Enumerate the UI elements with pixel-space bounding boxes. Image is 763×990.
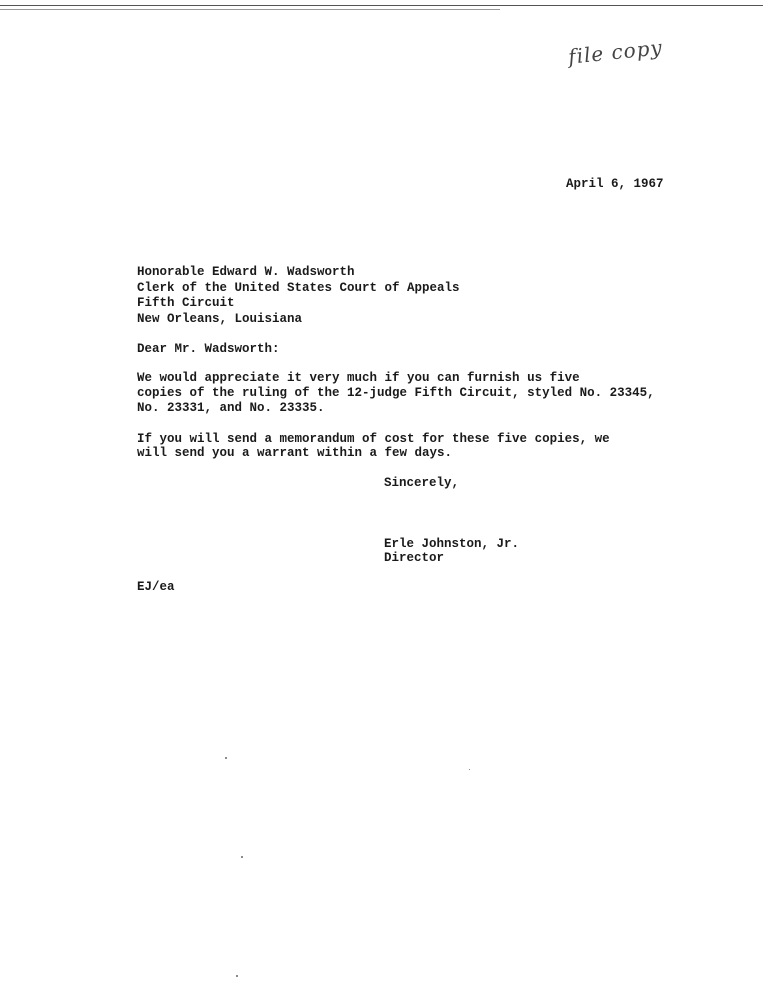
- recipient-line-4: New Orleans, Louisiana: [137, 312, 303, 326]
- paper-speck: [236, 975, 238, 977]
- letter-date: April 6, 1967: [566, 177, 664, 191]
- recipient-line-2: Clerk of the United States Court of Appeals: [137, 281, 460, 295]
- recipient-line-1: Honorable Edward W. Wadsworth: [137, 265, 355, 279]
- paper-speck: [241, 856, 243, 858]
- paragraph-2-line-1: If you will send a memorandum of cost for these five copies, we: [137, 432, 610, 446]
- salutation: Dear Mr. Wadsworth:: [137, 342, 280, 356]
- top-rule-secondary: [0, 9, 500, 10]
- top-rule: [0, 5, 763, 6]
- paragraph-1-line-2: copies of the ruling of the 12-judge Fifth Circuit, styled No. 23345,: [137, 386, 655, 400]
- paper-speck: [469, 769, 470, 770]
- typist-initials: EJ/ea: [137, 580, 175, 594]
- paragraph-1-line-3: No. 23331, and No. 23335.: [137, 401, 325, 415]
- paragraph-2-line-2: will send you a warrant within a few days.: [137, 446, 453, 460]
- paragraph-1-line-1: We would appreciate it very much if you can furnish us five: [137, 371, 580, 385]
- signer-name: Erle Johnston, Jr.: [384, 537, 520, 551]
- paper-speck: [225, 757, 227, 759]
- signer-title: Director: [384, 551, 445, 565]
- handwritten-note: file copy: [567, 35, 664, 69]
- closing: Sincerely,: [384, 476, 460, 490]
- recipient-line-3: Fifth Circuit: [137, 296, 235, 310]
